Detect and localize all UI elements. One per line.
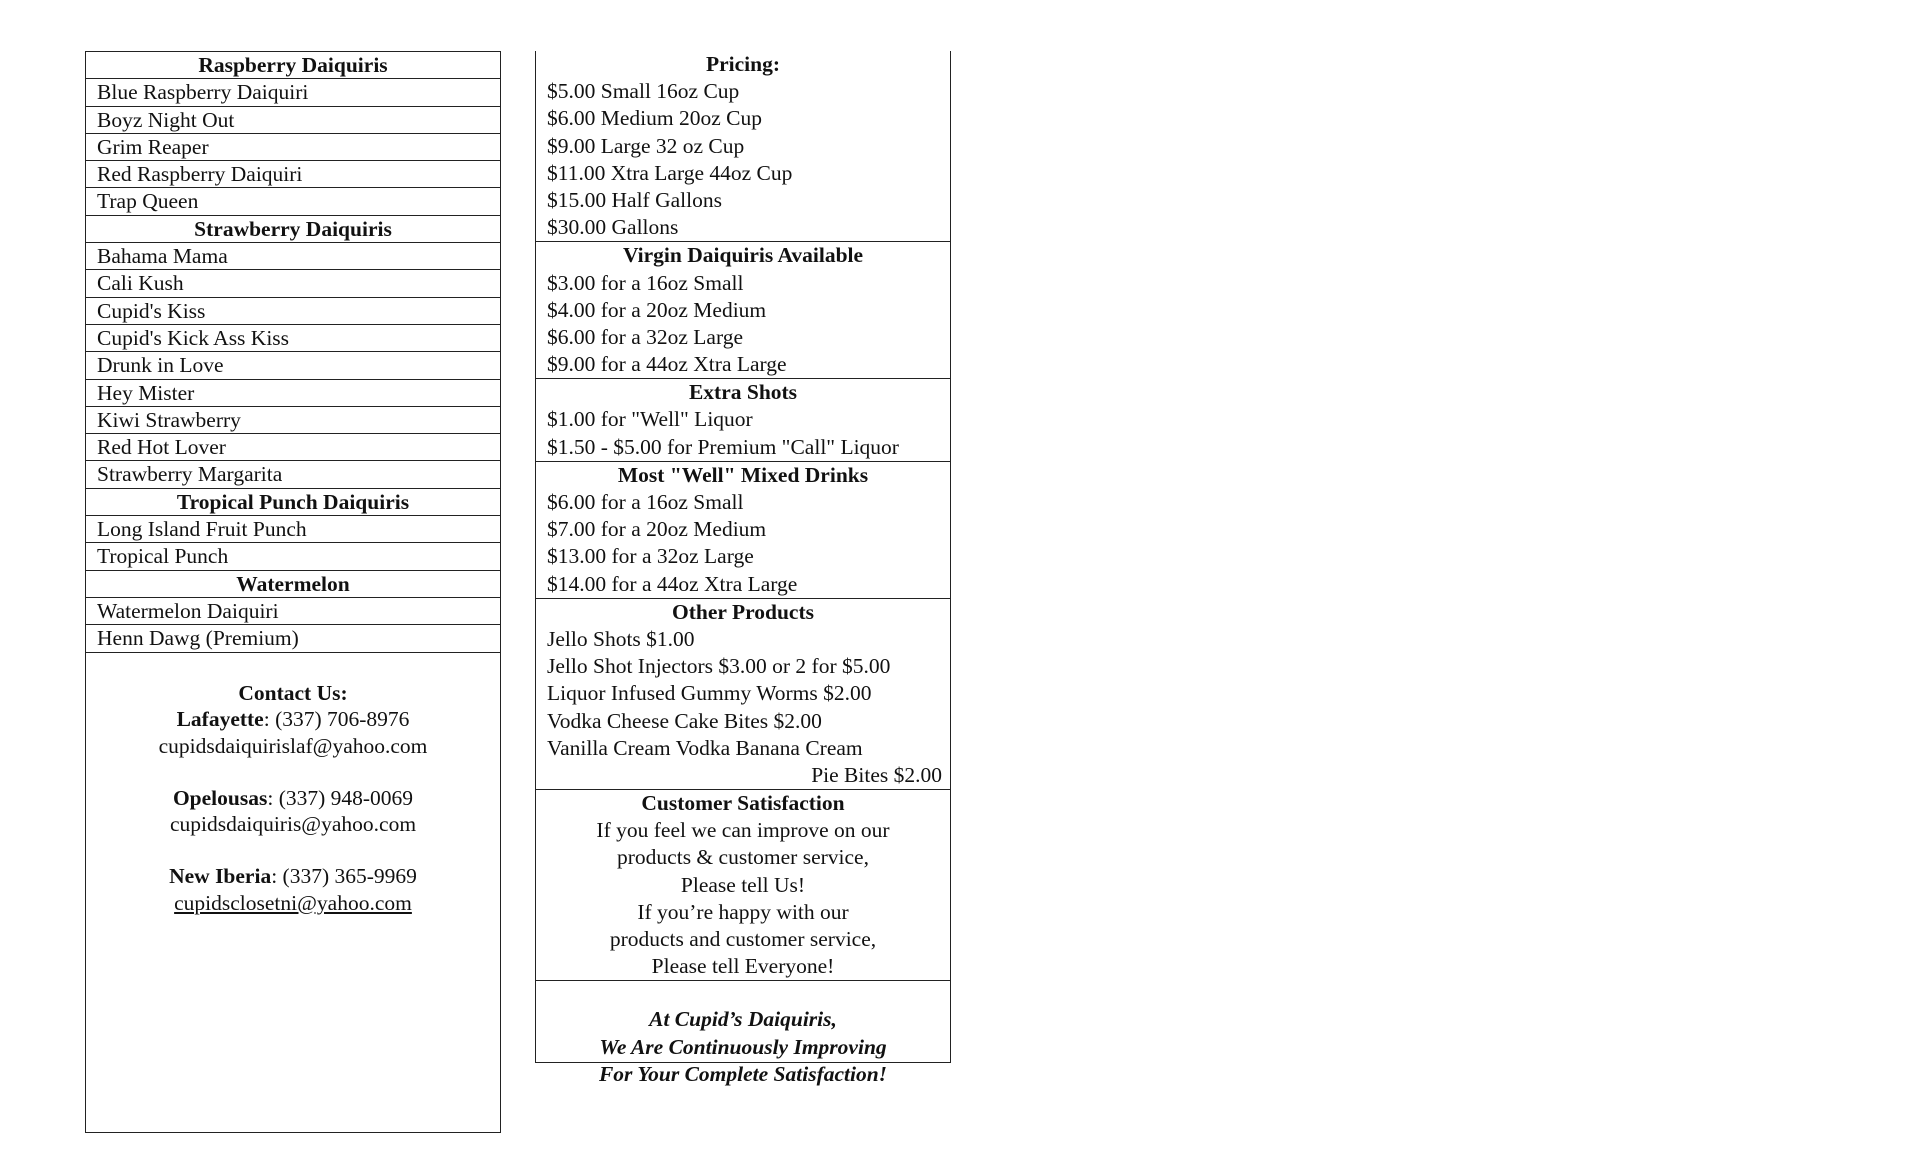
slogan — [536, 981, 950, 1088]
lafayette-phone: : (337) 706-8976 — [263, 707, 410, 732]
price-item: $30.00 Gallons — [547, 215, 679, 240]
menu-item: Hey Mister — [86, 380, 500, 407]
customer-satisfaction-title: Customer Satisfaction — [641, 791, 845, 816]
price-item: $6.00 Medium 20oz Cup — [547, 106, 762, 131]
right-pricing-panel — [535, 51, 951, 1086]
customer-satisfaction-section — [536, 790, 950, 981]
virgin-section — [536, 242, 950, 379]
price-item: $9.00 Large 32 oz Cup — [547, 133, 745, 158]
mixed-drinks-section — [536, 462, 950, 599]
menu-item: Bahama Mama — [86, 243, 500, 270]
opelousas-email: cupidsdaiquiris@yahoo.com — [169, 812, 417, 837]
menu-item: Blue Raspberry Daiquiri — [86, 79, 500, 106]
menu-item: Grim Reaper — [86, 134, 500, 161]
menu-item: Cali Kush — [86, 270, 500, 297]
extra-shots-title: Extra Shots — [688, 380, 798, 405]
menu-item: Cupid's Kiss — [86, 298, 500, 325]
menu-item: Drunk in Love — [86, 352, 500, 379]
contact-section — [86, 653, 500, 917]
menu-item: Trap Queen — [86, 188, 500, 215]
satisfaction-line: Please tell Us! — [680, 872, 806, 897]
menu-item: Strawberry Margarita — [86, 461, 500, 488]
opelousas-phone-line — [86, 785, 500, 812]
satisfaction-line: Please tell Everyone! — [651, 954, 835, 979]
price-item: Vodka Cheese Cake Bites $2.00 — [547, 708, 822, 733]
lafayette-label: Lafayette — [176, 707, 264, 732]
price-item: Vanilla Cream Vodka Banana Cream — [547, 735, 863, 760]
left-menu-panel — [85, 51, 501, 1133]
newiberia-phone-line — [86, 863, 500, 890]
price-item: $4.00 for a 20oz Medium — [547, 297, 767, 322]
lafayette-email: cupidsdaiquirislaf@yahoo.com — [158, 733, 428, 758]
price-item: $7.00 for a 20oz Medium — [547, 517, 767, 542]
pricing-section — [536, 51, 950, 242]
category-raspberry: Raspberry Daiquiris — [86, 52, 500, 79]
price-item: $5.00 Small 16oz Cup — [547, 79, 740, 104]
slogan-line: For Your Complete Satisfaction! — [598, 1061, 888, 1086]
price-item: $11.00 Xtra Large 44oz Cup — [547, 160, 793, 185]
price-item: Jello Shots $1.00 — [547, 626, 695, 651]
price-item: Pie Bites $2.00 — [811, 762, 942, 787]
slogan-line: At Cupid’s Daiquiris, — [649, 1007, 837, 1032]
price-item: $13.00 for a 32oz Large — [547, 544, 754, 569]
newiberia-label: New Iberia — [169, 863, 272, 888]
other-products-section — [536, 599, 950, 790]
price-item: $6.00 for a 16oz Small — [547, 490, 744, 514]
price-item: Liquor Infused Gummy Worms $2.00 — [547, 681, 872, 706]
mixed-drinks-title: Most "Well" Mixed Drinks — [617, 462, 869, 487]
slogan-section — [536, 981, 950, 1088]
price-item: $3.00 for a 16oz Small — [547, 270, 744, 295]
menu-item: Henn Dawg (Premium) — [86, 625, 500, 652]
satisfaction-line: products and customer service, — [609, 927, 877, 951]
satisfaction-line: products & customer service, — [617, 845, 869, 870]
category-strawberry: Strawberry Daiquiris — [86, 216, 500, 243]
contact-title: Contact Us: — [238, 680, 348, 705]
menu-item: Boyz Night Out — [86, 107, 500, 134]
price-item: Jello Shot Injectors $3.00 or 2 for $5.00 — [547, 654, 891, 679]
satisfaction-line: If you feel we can improve on our — [596, 818, 890, 843]
other-products-title: Other Products — [672, 599, 814, 624]
daiquiri-flavor-table — [86, 52, 500, 653]
menu-item: Red Hot Lover — [86, 434, 500, 461]
pricing-title: Pricing: — [705, 52, 781, 76]
lafayette-phone-line — [86, 706, 500, 733]
menu-item: Kiwi Strawberry — [86, 407, 500, 434]
virgin-title: Virgin Daiquiris Available — [622, 243, 864, 268]
satisfaction-line: If you’re happy with our — [637, 899, 849, 924]
price-item: $1.50 - $5.00 for Premium "Call" Liquor — [547, 434, 899, 459]
newiberia-phone: : (337) 365-9969 — [271, 863, 417, 888]
menu-item: Watermelon Daiquiri — [86, 598, 500, 625]
category-watermelon: Watermelon — [86, 571, 500, 598]
newiberia-email-link[interactable]: cupidsclosetni@yahoo.com — [174, 890, 412, 915]
price-item: $15.00 Half Gallons — [547, 187, 722, 212]
extra-shots-section — [536, 379, 950, 462]
menu-item: Tropical Punch — [86, 543, 500, 570]
menu-item: Cupid's Kick Ass Kiss — [86, 325, 500, 352]
opelousas-phone: : (337) 948-0069 — [267, 785, 414, 810]
opelousas-label: Opelousas — [172, 785, 268, 810]
slogan-line: We Are Continuously Improving — [599, 1034, 887, 1059]
price-item: $9.00 for a 44oz Xtra Large — [547, 352, 787, 377]
category-tropical-punch: Tropical Punch Daiquiris — [86, 489, 500, 516]
price-item: $14.00 for a 44oz Xtra Large — [547, 571, 798, 596]
price-item: $1.00 for "Well" Liquor — [547, 407, 753, 432]
menu-item: Long Island Fruit Punch — [86, 516, 500, 543]
menu-item: Red Raspberry Daiquiri — [86, 161, 500, 188]
price-item: $6.00 for a 32oz Large — [547, 324, 744, 349]
